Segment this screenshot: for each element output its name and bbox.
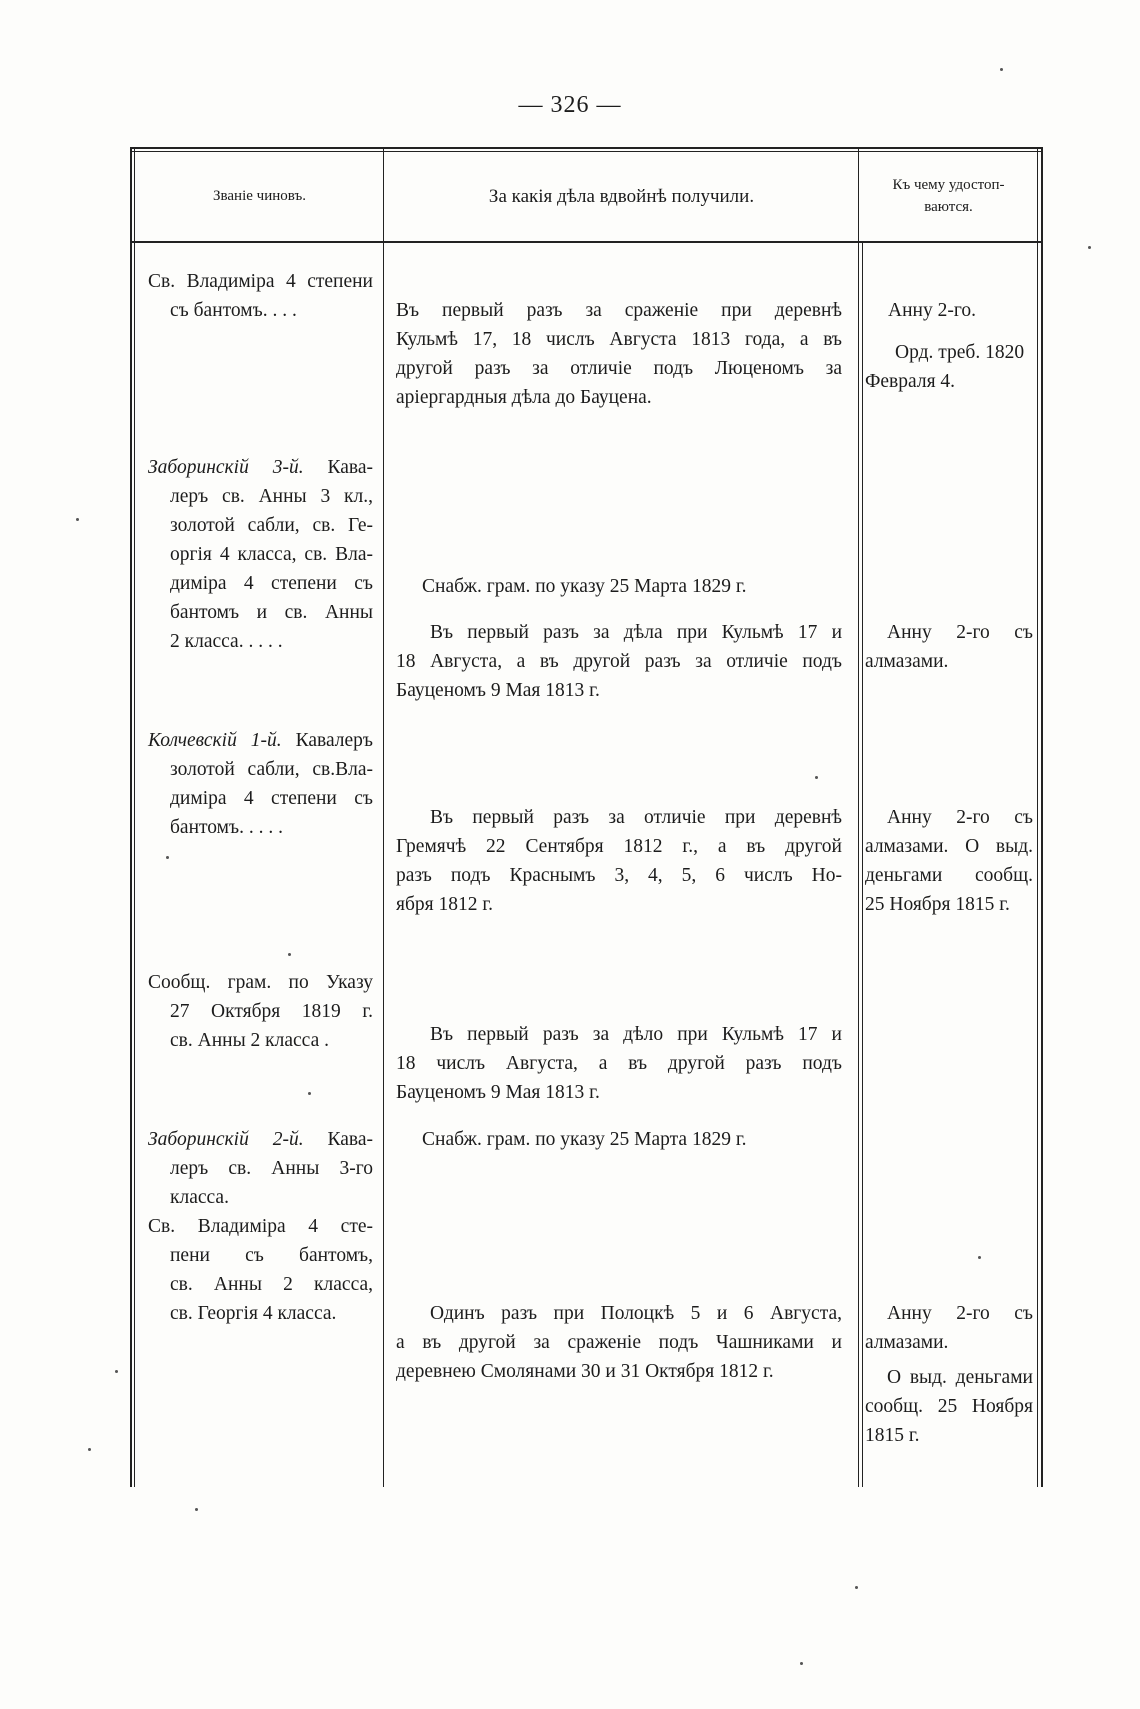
text-line: 18 числъ Августа, а въ другой разъ подъ [396, 1053, 842, 1074]
scan-speck [166, 856, 169, 859]
scan-speck [288, 953, 291, 956]
text-line: оргія 4 класса, св. Вла- [170, 544, 373, 565]
officer-name: Заборинскій 2-й. [148, 1129, 304, 1150]
table-top-border-inner [130, 151, 1043, 152]
text-line: Одинъ разъ при Полоцкѣ 5 и 6 Августа, [430, 1303, 842, 1324]
text-line: Орд. треб. 1820 [895, 342, 1025, 363]
text-line: Въ первый разъ за дѣло при Кульмѣ 17 и [430, 1024, 842, 1045]
text-line: пени съ бантомъ, [170, 1245, 373, 1266]
row2-award [865, 618, 1033, 676]
text-line: Февраля 4. [865, 371, 956, 392]
row6-deeds [396, 1299, 842, 1386]
row4-deeds [396, 1020, 842, 1107]
row1-order [865, 338, 1033, 396]
text-line: класса. [170, 1187, 229, 1208]
row1-rank [148, 267, 373, 325]
header-bottom-border [130, 241, 1043, 243]
text-line: 1815 г. [865, 1425, 920, 1446]
text-line: Въ первый разъ за дѣла при Кульмѣ 17 и [430, 622, 842, 643]
header-col-deeds [385, 153, 858, 241]
text-fragment: Кава- [327, 457, 373, 478]
text-line: а въ другой за сраженіе подъ Чашниками и [396, 1332, 842, 1353]
text-line: золотой сабли, св.Вла- [170, 759, 373, 780]
scan-speck [88, 1448, 91, 1451]
text-line: Въ первый разъ за сраженіе при деревнѣ [396, 300, 842, 321]
text-line: другой разъ за отличіе подъ Люценомъ за [396, 358, 842, 379]
page-number: — 326 — [518, 92, 622, 118]
text-line: разъ подъ Краснымъ 3, 4, 5, 6 числъ Но- [396, 865, 842, 886]
text-line: Гремячѣ 22 Сентября 1812 г., а въ другой [396, 836, 842, 857]
text-line: Св. Владиміра 4 сте- [148, 1216, 373, 1237]
text-line: О выд. деньгами [887, 1367, 1033, 1388]
scan-speck [195, 1508, 198, 1511]
text-line: Снабж. грам. по указу 25 Марта 1829 г. [422, 576, 747, 597]
text-line: сообщ. 25 Ноября [865, 1396, 1033, 1417]
text-line: леръ св. Анны 3-го [170, 1158, 373, 1179]
text-line: деревнею Смолянами 30 и 31 Октября 1812 г. [396, 1361, 774, 1382]
row5-certificate [422, 1125, 868, 1154]
text-line: алмазами. [865, 651, 949, 672]
table-right-border [1041, 147, 1043, 1487]
table-top-border [130, 147, 1043, 149]
text-line: ября 1812 г. [396, 894, 494, 915]
text-line: аріергардныя дѣла до Бауцена. [396, 387, 652, 408]
table-left-border [130, 147, 132, 1487]
row3-deeds [396, 803, 842, 919]
scan-speck [115, 1370, 118, 1373]
text-fragment: Кавалеръ [295, 730, 373, 751]
text-line: Анну 2-го. [888, 300, 976, 321]
text-line [148, 453, 373, 482]
table-right-border-inner [1037, 147, 1038, 1487]
text-line: алмазами. [865, 1332, 949, 1353]
text-line: бантомъ. . . . . [170, 817, 283, 838]
row6-award [865, 1299, 1033, 1357]
text-line: Сообщ. грам. по Указу [148, 972, 373, 993]
text-line: 27 Октября 1819 г. [170, 1001, 373, 1022]
header-col-award [860, 153, 1037, 241]
header-col-deeds-text: За какія дѣла вдвойнѣ получили. [488, 186, 755, 208]
text-line: леръ св. Анны 3 кл., [170, 486, 373, 507]
text-line: св. Анны 2 класса, [170, 1274, 373, 1295]
text-line: бантомъ и св. Анны [170, 602, 373, 623]
text-line: алмазами. О выд. [865, 836, 1033, 857]
column-divider-2 [858, 147, 859, 1487]
text-line: 18 Августа, а въ другой разъ за отличіе подъ [396, 651, 842, 672]
row2-certificate [422, 572, 868, 601]
scan-speck [855, 1586, 858, 1589]
text-line: Анну 2-го съ [887, 1303, 1033, 1324]
text-line: св. Георгія 4 класса. [170, 1303, 337, 1324]
row6-rank [148, 1212, 373, 1328]
text-line: диміра 4 степени съ [170, 788, 373, 809]
row4-rank [148, 968, 373, 1055]
header-col-rank [136, 153, 383, 241]
column-divider-1 [383, 147, 384, 1487]
text-line: Кульмѣ 17, 18 числъ Августа 1813 года, а въ [396, 329, 842, 350]
officer-name: Заборинскій 3-й. [148, 457, 304, 478]
text-line: съ бантомъ. . . . [170, 300, 297, 321]
table-left-border-inner [134, 147, 135, 1487]
row1-deeds [396, 296, 842, 412]
text-line: 2 класса. . . . . [170, 631, 283, 652]
text-line: Въ первый разъ за отличіе при деревнѣ [430, 807, 842, 828]
column-divider-2b [862, 241, 863, 1487]
text-line: диміра 4 степени съ [170, 573, 373, 594]
scan-speck [1000, 68, 1003, 71]
scan-speck [978, 1256, 981, 1259]
text-line: Св. Владиміра 4 степени [148, 271, 373, 292]
text-line: 25 Ноября 1815 г. [865, 894, 1010, 915]
header-col-award-line2: ваются. [924, 199, 973, 215]
header-col-award-line1: Къ чему удостоп- [892, 177, 1005, 194]
scan-speck [76, 518, 79, 521]
text-fragment: Кава- [327, 1129, 373, 1150]
scan-speck [1088, 246, 1091, 249]
row1-award [888, 296, 1056, 325]
text-line: золотой сабли, св. Ге- [170, 515, 373, 536]
officer-name: Колчевскій 1-й. [148, 730, 282, 751]
scan-speck [308, 1092, 311, 1095]
text-line: деньгами сообщ. [865, 865, 1033, 886]
row5-rank [148, 1125, 373, 1212]
header-col-rank-text: Званіе чиновъ. [213, 188, 306, 205]
row2-rank [148, 453, 373, 656]
row3-award [865, 803, 1033, 919]
row6-payment [865, 1363, 1033, 1450]
text-line: Бауценомъ 9 Мая 1813 г. [396, 680, 600, 701]
text-line: Снабж. грам. по указу 25 Марта 1829 г. [422, 1129, 747, 1150]
scan-speck [815, 776, 818, 779]
text-line: Анну 2-го съ [887, 807, 1033, 828]
text-line: Анну 2-го съ [887, 622, 1033, 643]
text-line: Бауценомъ 9 Мая 1813 г. [396, 1082, 600, 1103]
row2-deeds [396, 618, 842, 705]
row3-rank [148, 726, 373, 842]
text-line: св. Анны 2 класса . [170, 1030, 329, 1051]
text-line [148, 1125, 373, 1154]
text-line [148, 726, 373, 755]
scan-speck [800, 1662, 803, 1665]
